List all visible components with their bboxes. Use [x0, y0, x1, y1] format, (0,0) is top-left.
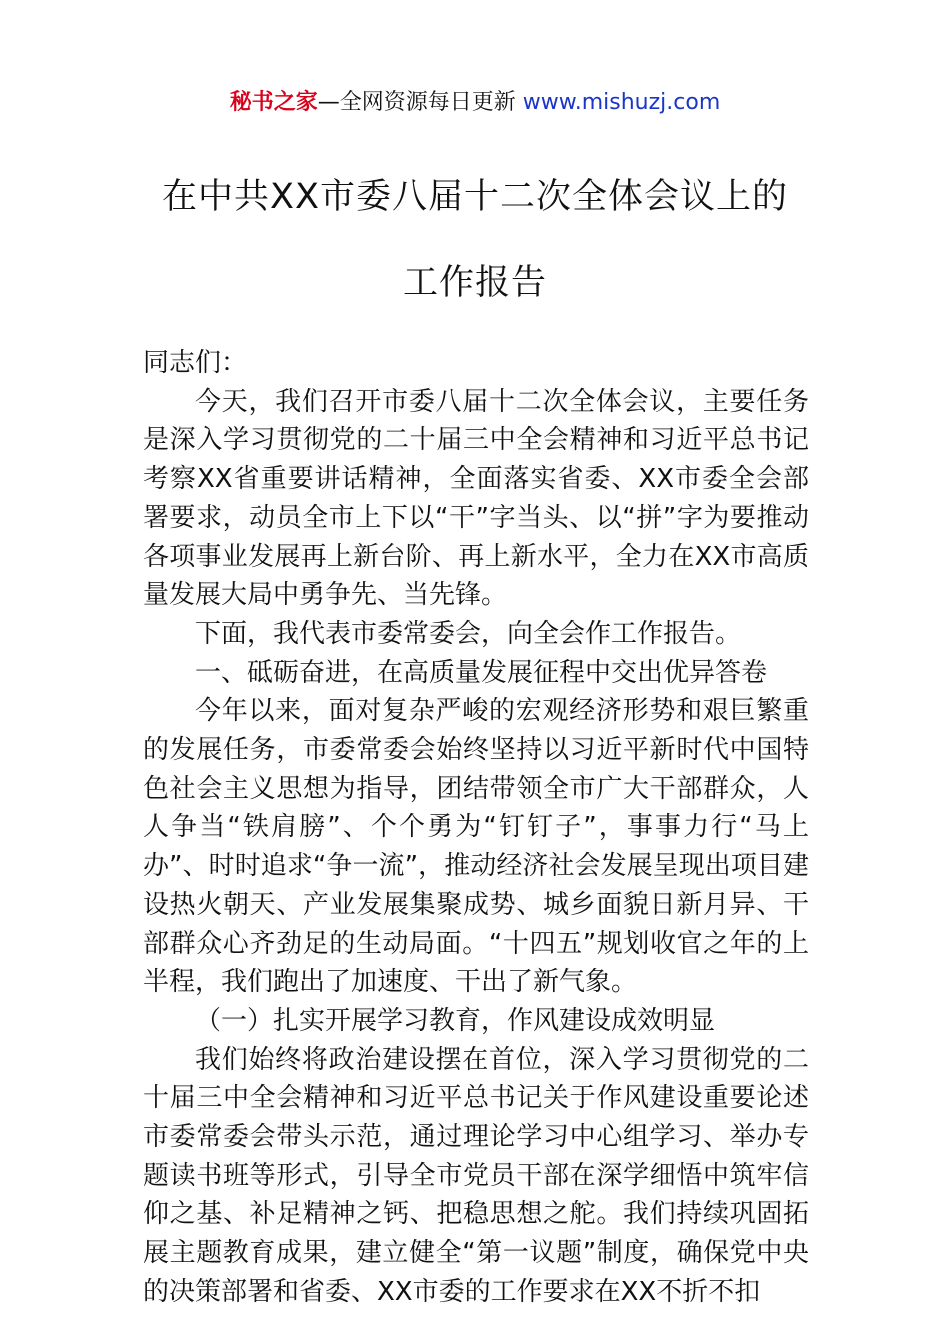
salutation: 同志们：: [143, 348, 248, 378]
title-line-2: 工作报告: [402, 263, 547, 303]
section-heading-1: 一、砥砺奋进，在高质量发展征程中交出优异答卷: [195, 657, 768, 688]
site-header: [0, 86, 950, 120]
site-slogan: —全网资源每日更新: [317, 90, 523, 115]
paragraph-report-statement: 下面，我代表市委常委会，向全会作工作报告。: [195, 618, 742, 649]
paragraph-study-education: 我们始终将政治建设摆在首位，深入学习贯彻党的二十届三中全会精神和习近平总书记关于作风建设重要论述市委常委会带头示范，通过理论学习中心组学习、举办专题读书班等形式，引导全市党员干部在深学细悟中筑牢信仰之基、补足精神之钙、把稳思想之舵。我们持续巩固拓展主题教育成果，建立健全“第一议题”制度，确保党中央的决策部署和省委、XX市委的工作要求在XX不折不扣: [143, 1044, 809, 1307]
site-url-link[interactable]: www.mishuzj.com: [522, 90, 721, 115]
title-line-1: 在中共XX市委八届十二次全体会议上的: [162, 177, 788, 217]
document-body: [143, 344, 809, 1312]
document-title: [0, 154, 950, 326]
paragraph-intro: 今天，我们召开市委八届十二次全体会议，主要任务是深入学习贯彻党的二十届三中全会精神和习近平总书记考察XX省重要讲话精神，全面落实省委、XX市委全会部署要求，动员全市上下以“干”字当头、以“拼”字为要推动各项事业发展再上新台阶、再上新水平，全力在XX市高质量发展大局中勇争先、当先锋。: [143, 386, 809, 611]
subsection-heading-1: （一）扎实开展学习教育，作风建设成效明显: [195, 1005, 716, 1036]
site-name: 秘书之家: [229, 90, 318, 115]
paragraph-overview: 今年以来，面对复杂严峻的宏观经济形势和艰巨繁重的发展任务，市委常委会始终坚持以习近平新时代中国特色社会主义思想为指导，团结带领全市广大干部群众，人人争当“铁肩膀”、个个勇为“钉钉子”，事事力行“马上办”、时时追求“争一流”，推动经济社会发展呈现出项目建设热火朝天、产业发展集聚成势、城乡面貌日新月异、干部群众心齐劲足的生动局面。“十四五”规划收官之年的上半程，我们跑出了加速度、干出了新气象。: [143, 696, 809, 998]
